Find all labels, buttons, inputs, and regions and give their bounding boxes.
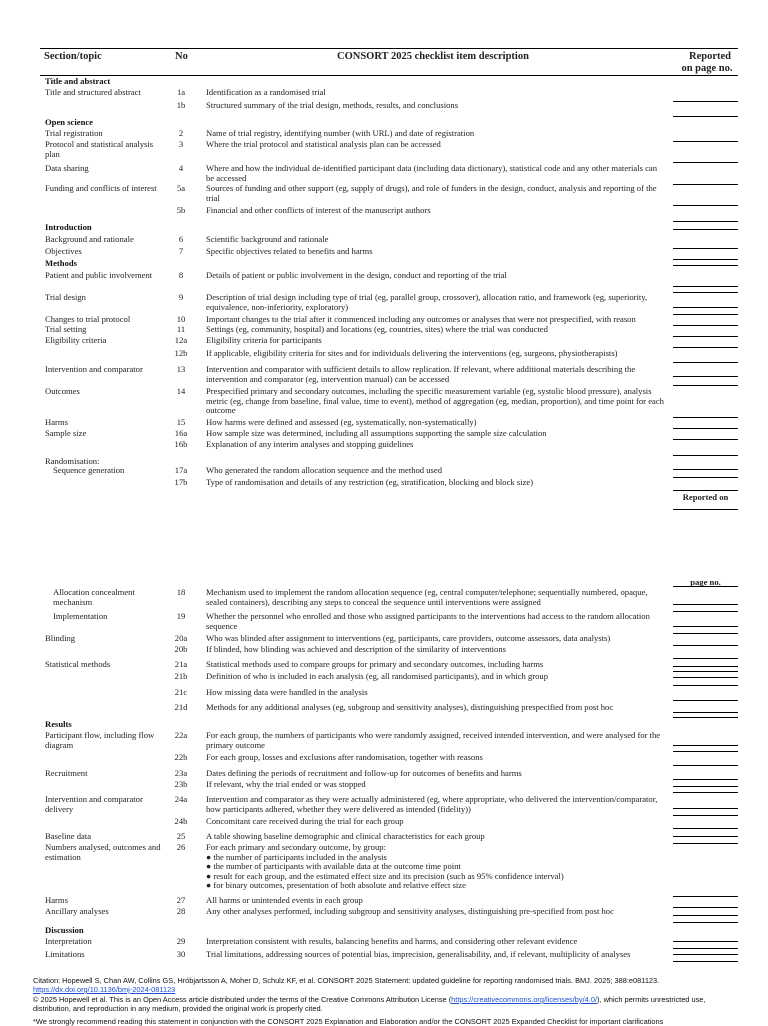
topic-label: Objectives [45, 246, 82, 256]
answer-line [673, 633, 738, 634]
answer-line [673, 677, 738, 678]
item-description: Structured summary of the trial design, methods, results, and conclusions [206, 100, 459, 110]
topic-label: Randomisation: [45, 456, 100, 466]
item-number: 17a [174, 465, 188, 475]
answer-line [673, 221, 738, 222]
answer-line [673, 717, 738, 718]
item-description: Eligibility criteria for participants [206, 335, 322, 345]
answer-line [673, 292, 738, 293]
item-number: 29 [176, 936, 186, 946]
answer-line [673, 307, 738, 308]
answer-line [673, 286, 738, 287]
item-description: Identification as a randomised trial [206, 87, 326, 97]
item-description: Name of trial registry, identifying number (with URL) and date of registration [206, 128, 475, 138]
header-reported-page: on page no. [681, 63, 733, 74]
header-no: No [175, 51, 188, 62]
checklist-header [40, 48, 738, 76]
answer-line [673, 815, 738, 816]
topic-label: Eligibility criteria [45, 335, 107, 345]
item-number: 21c [174, 687, 188, 697]
answer-line [673, 836, 738, 837]
answer-line [673, 490, 738, 491]
item-description: Where and how the individual de-identified participant data (including data dictionary), statistical code and any other materials can be accessed [206, 163, 658, 183]
item-description: Methods for any additional analyses (eg, subgroup and sensitivity analyses), distinguishing prespecified from post hoc [206, 702, 614, 712]
item-number: 5b [176, 205, 186, 215]
footer-license [33, 995, 743, 1013]
item-description: A table showing baseline demographic and clinical characteristics for each group [206, 831, 485, 841]
item-number: 1a [176, 87, 186, 97]
answer-line [673, 347, 738, 348]
item-description: Details of patient or public involvement in the design, conduct and reporting of the trial [206, 270, 507, 280]
item-number: 16a [174, 428, 188, 438]
item-number: 11 [176, 324, 186, 334]
section-heading: Discussion [45, 925, 84, 935]
item-number: 21b [174, 671, 188, 681]
answer-line [673, 162, 738, 163]
answer-line [673, 712, 738, 713]
item-number: 6 [178, 234, 184, 244]
footer-citation [33, 976, 743, 994]
topic-label: Sequence generation [53, 465, 125, 475]
item-description: Description of trial design including type of trial (eg, parallel group, crossover), allocation ratio, and framework (eg, superiority, equivalence, non-inferiority, exploratory) [206, 292, 648, 312]
topic-label: Allocation concealment mechanism [53, 587, 135, 607]
answer-line [673, 509, 738, 510]
topic-label: Funding and conflicts of interest [45, 183, 157, 193]
answer-line [673, 248, 738, 249]
item-number: 21a [174, 659, 188, 669]
answer-line [673, 362, 738, 363]
item-number: 24b [174, 816, 188, 826]
answer-line [673, 477, 738, 478]
header-reported: Reported [689, 51, 731, 62]
answer-line [673, 336, 738, 337]
item-number: 26 [176, 842, 186, 852]
item-number: 22b [174, 752, 188, 762]
topic-label: Interpretation [45, 936, 92, 946]
answer-line [673, 439, 738, 440]
topic-label: Limitations [45, 949, 85, 959]
answer-line [673, 765, 738, 766]
item-number: 20b [174, 644, 188, 654]
item-number: 27 [176, 895, 186, 905]
topic-label: Trial design [45, 292, 86, 302]
item-number: 12a [174, 335, 188, 345]
topic-label: Baseline data [45, 831, 92, 841]
answer-line [673, 229, 738, 230]
topic-label: Patient and public involvement [45, 270, 153, 280]
item-description: Dates defining the periods of recruitment and follow-up for outcomes of benefits and harms [206, 768, 522, 778]
topic-label: Statistical methods [45, 659, 111, 669]
item-number: 9 [178, 292, 184, 302]
answer-line [673, 792, 738, 793]
answer-line [673, 948, 738, 949]
citation-text: Citation: Hopewell S, Chan AW, Collins GS, Hróbjartsson A, Moher D, Schulz KF, et al. CONSORT 2025 Statement: updated guideline for reporting randomised trials. BMJ. 2025; 388:e081123. [33, 976, 660, 985]
item-description: Type of randomisation and details of any restriction (eg, stratification, blocking and block size) [206, 477, 534, 487]
topic-label: Data sharing [45, 163, 89, 173]
item-number: 4 [178, 163, 184, 173]
doi-link[interactable]: https://dx.doi.org/10.1136/bmj-2024-081123 [33, 985, 176, 994]
topic-label: Background and rationale [45, 234, 134, 244]
license-text-end: ), which permits unrestricted use, distribution, and reproduction in any medium, provided the original work is properly cited. [33, 995, 706, 1013]
header-description: CONSORT 2025 checklist item description [337, 51, 529, 62]
item-number: 28 [176, 906, 186, 916]
item-description: Important changes to the trial after it commenced including any outcomes or analyses that were not prespecified, with reason [206, 314, 636, 324]
item-description: Who was blinded after assignment to interventions (eg, participants, care providers, outcome assessors, data analysts) [206, 633, 611, 643]
answer-line [673, 645, 738, 646]
footer-note: *We strongly recommend reading this statement in conjunction with the CONSORT 2025 Explanation and Elaboration and/or the CONSORT 2025 Expanded Checklist for important clarifications [33, 1017, 664, 1026]
answer-line [673, 808, 738, 809]
item-description: Interpretation consistent with results, balancing benefits and harms, and considering other relevant evidence [206, 936, 578, 946]
answer-line [673, 700, 738, 701]
answer-line [673, 314, 738, 315]
item-number: 18 [176, 587, 186, 597]
section-heading: Methods [45, 258, 77, 268]
license-link[interactable]: https://creativecommons.org/licenses/by/4.0/ [451, 995, 597, 1004]
item-number: 5a [176, 183, 186, 193]
item-number: 25 [176, 831, 186, 841]
answer-line [673, 611, 738, 612]
item-number: 20a [174, 633, 188, 643]
item-description: Whether the personnel who enrolled and those who assigned participants to the interventions had access to the random allocation sequence [206, 611, 650, 631]
answer-line [673, 671, 738, 672]
topic-label: Participant flow, including flow diagram [45, 730, 155, 750]
item-number: 3 [178, 139, 184, 149]
item-number: 1b [176, 100, 186, 110]
item-number: 17b [174, 477, 188, 487]
answer-line [673, 455, 738, 456]
answer-line [673, 116, 738, 117]
item-number: 15 [176, 417, 186, 427]
answer-line [673, 205, 738, 206]
item-description: How harms were defined and assessed (eg, systematically, non-systematically) [206, 417, 477, 427]
section-heading: Title and abstract [45, 76, 111, 86]
item-description: All harms or unintended events in each group [206, 895, 363, 905]
item-description: For each group, losses and exclusions after randomisation, together with reasons [206, 752, 483, 762]
answer-line [673, 685, 738, 686]
item-number: 24a [174, 794, 188, 804]
item-description: If blinded, how blinding was achieved and description of the similarity of interventions [206, 644, 506, 654]
answer-line [673, 259, 738, 260]
answer-line [673, 604, 738, 605]
section-heading: Open science [45, 117, 93, 127]
answer-line [673, 325, 738, 326]
answer-line [673, 626, 738, 627]
topic-label: Outcomes [45, 386, 80, 396]
topic-label: Sample size [45, 428, 87, 438]
item-description: How sample size was determined, including all assumptions supporting the sample size calculation [206, 428, 547, 438]
item-number: 10 [176, 314, 186, 324]
answer-line [673, 779, 738, 780]
license-text-start: © 2025 Hopewell et al. This is an Open Access article distributed under the terms of the Creative Commons Attribution License ( [33, 995, 452, 1004]
item-description: Settings (eg, community, hospital) and locations (eg, countries, sites) where the trial was conducted [206, 324, 548, 334]
answer-line [673, 666, 738, 667]
item-description: Mechanism used to implement the random allocation sequence (eg, central computer/telephone; sequentially numbered, opaque, sealed containers), describing any steps to conceal the sequence until interventions were assigned [206, 587, 648, 607]
item-description: Prespecified primary and secondary outcomes, including the specific measurement variable (eg, systolic blood pressure), analysis metric (eg, change from baseline, final value, time to event), method of aggregation (eg, median, proportion), and time point for each outcome [206, 386, 664, 416]
topic-label: Intervention and comparator delivery [45, 794, 143, 814]
answer-line [673, 961, 738, 962]
topic-label: Numbers analysed, outcomes and estimation [45, 842, 161, 862]
topic-label: Implementation [53, 611, 108, 621]
item-number: 23a [174, 768, 188, 778]
answer-line [673, 376, 738, 377]
answer-line [673, 428, 738, 429]
reported-on-label: Reported on [682, 492, 729, 502]
topic-label: Intervention and comparator [45, 364, 143, 374]
item-description: For each primary and secondary outcome, by group: ● the number of participants included in the analysis ● the number of participants with available data at the outcome time point ● result for each group, and the estimated effect size and its precision (such as 95% confidence interval) ● for binary outcomes, presentation of both absolute and relative effect size [206, 842, 564, 891]
item-description: Explanation of any interim analyses and stopping guidelines [206, 439, 414, 449]
answer-line [673, 586, 738, 587]
topic-label: Protocol and statistical analysis plan [45, 139, 154, 159]
answer-line [673, 385, 738, 386]
section-heading: Results [45, 719, 72, 729]
item-description: Where the trial protocol and statistical analysis plan can be accessed [206, 139, 441, 149]
topic-label: Changes to trial protocol [45, 314, 131, 324]
topic-label: Recruitment [45, 768, 88, 778]
answer-line [673, 915, 738, 916]
item-number: 22a [174, 730, 188, 740]
answer-line [673, 941, 738, 942]
item-description: Intervention and comparator with sufficient details to allow replication. If relevant, where additional materials describing the intervention and comparator (eg, intervention manual) can be accessed [206, 364, 636, 384]
topic-label: Title and structured abstract [45, 87, 141, 97]
topic-label: Trial registration [45, 128, 103, 138]
item-number: 30 [176, 949, 186, 959]
answer-line [673, 184, 738, 185]
answer-line [673, 954, 738, 955]
item-description: Definition of who is included in each analysis (eg, all randomised participants), and in which group [206, 671, 548, 681]
item-description: Statistical methods used to compare groups for primary and secondary outcomes, including harms [206, 659, 544, 669]
item-description: Financial and other conflicts of interest of the manuscript authors [206, 205, 431, 215]
item-description: Sources of funding and other support (eg, supply of drugs), and role of funders in the design, conduct, analysis and reporting of the trial [206, 183, 657, 203]
item-number: 2 [178, 128, 184, 138]
answer-line [673, 896, 738, 897]
answer-line [673, 828, 738, 829]
item-description: How missing data were handled in the analysis [206, 687, 368, 697]
item-description: Who generated the random allocation sequence and the method used [206, 465, 443, 475]
answer-line [673, 907, 738, 908]
answer-line [673, 745, 738, 746]
item-number: 21d [174, 702, 188, 712]
item-description: If relevant, why the trial ended or was stopped [206, 779, 366, 789]
topic-label: Trial setting [45, 324, 87, 334]
answer-line [673, 141, 738, 142]
item-description: Specific objectives related to benefits and harms [206, 246, 373, 256]
item-description: Concomitant care received during the trial for each group [206, 816, 404, 826]
item-description: Intervention and comparator as they were actually administered (eg, where appropriate, who delivered the intervention/comparator, how participants adhered, whether they were delivered as intended (fidelity)) [206, 794, 658, 814]
item-description: Trial limitations, addressing sources of potential bias, imprecision, generalisability, and, if relevant, multiplicity of analyses [206, 949, 631, 959]
answer-line [673, 843, 738, 844]
answer-line [673, 101, 738, 102]
answer-line [673, 265, 738, 266]
item-description: If applicable, eligibility criteria for sites and for individuals delivering the interventions (eg, surgeons, physiotherapists) [206, 348, 618, 358]
answer-line [673, 922, 738, 923]
answer-line [673, 658, 738, 659]
answer-line [673, 786, 738, 787]
item-number: 8 [178, 270, 184, 280]
topic-label: Harms [45, 417, 68, 427]
item-description: For each group, the numbers of participants who were randomly assigned, received intended intervention, and were analysed for the primary outcome [206, 730, 661, 750]
topic-label: Blinding [45, 633, 76, 643]
answer-line [673, 469, 738, 470]
page-no-label: page no. [690, 577, 721, 587]
answer-line [673, 751, 738, 752]
item-number: 12b [174, 348, 188, 358]
topic-label: Harms [45, 895, 68, 905]
item-number: 23b [174, 779, 188, 789]
item-number: 14 [176, 386, 186, 396]
answer-line [673, 417, 738, 418]
item-description: Any other analyses performed, including subgroup and sensitivity analyses, distinguishing pre-specified from post hoc [206, 906, 614, 916]
item-number: 19 [176, 611, 186, 621]
item-number: 16b [174, 439, 188, 449]
section-heading: Introduction [45, 222, 92, 232]
topic-label: Ancillary analyses [45, 906, 109, 916]
header-section: Section/topic [44, 51, 102, 62]
item-number: 13 [176, 364, 186, 374]
item-description: Scientific background and rationale [206, 234, 329, 244]
item-number: 7 [178, 246, 184, 256]
